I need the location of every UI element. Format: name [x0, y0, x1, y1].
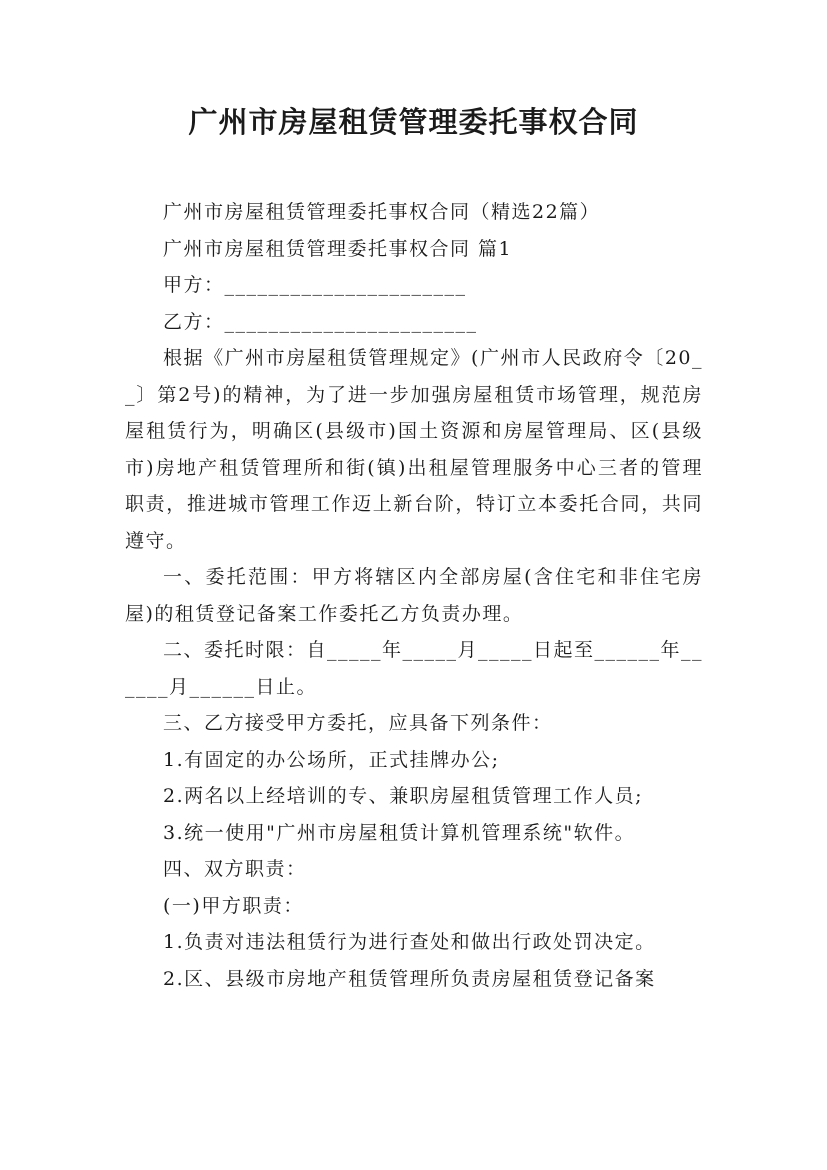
paragraph-term: 二、委托时限：自_____年_____月_____日起至______年______月______日止。 — [125, 639, 704, 698]
paragraph-section-heading: 广州市房屋租赁管理委托事权合同 篇1 — [163, 237, 513, 260]
paragraph-party-a: 甲方：______________________ — [163, 274, 467, 296]
paragraph-condition-1: 1.有固定的办公场所，正式挂牌办公; — [163, 748, 500, 771]
paragraph-party-b: 乙方：_______________________ — [163, 310, 478, 333]
paragraph-duty-1: 1.负责对违法租赁行为进行查处和做出行政处罚决定。 — [163, 931, 656, 953]
paragraph-duties: 四、双方职责： — [163, 858, 307, 880]
paragraph-condition-3: 3.统一使用"广州市房屋租赁计算机管理系统"软件。 — [163, 821, 636, 844]
document-title: 广州市房屋租赁管理委托事权合同 — [188, 105, 639, 139]
paragraph-duty-2: 2.区、县级市房地产租赁管理所负责房屋租赁登记备案 — [163, 967, 656, 990]
document-body — [125, 194, 703, 997]
paragraph-preamble: 根据《广州市房屋租赁管理规定》(广州市人民政府令〔20__〕第2号)的精神，为了进一步加强房屋租赁市场管理，规范房屋租赁行为，明确区(县级市)国土资源和房屋管理局、区(县级市)房地产租赁管理所和街(镇)出租屋管理服务中心三者的管理职责，推进城市管理工作迈上新台阶，特订立本委托合同，共同遵守。 — [125, 347, 703, 552]
paragraph-subtitle: 广州市房屋租赁管理委托事权合同（精选22篇） — [163, 201, 601, 223]
paragraph-condition-2: 2.两名以上经培训的专、兼职房屋租赁管理工作人员; — [163, 785, 644, 807]
paragraph-scope: 一、委托范围：甲方将辖区内全部房屋(含住宅和非住宅房屋)的租赁登记备案工作委托乙方负责办理。 — [125, 566, 703, 625]
paragraph-party-a-duties: (一)甲方职责： — [163, 894, 304, 917]
paragraph-conditions: 三、乙方接受甲方委托，应具备下列条件： — [163, 712, 553, 734]
